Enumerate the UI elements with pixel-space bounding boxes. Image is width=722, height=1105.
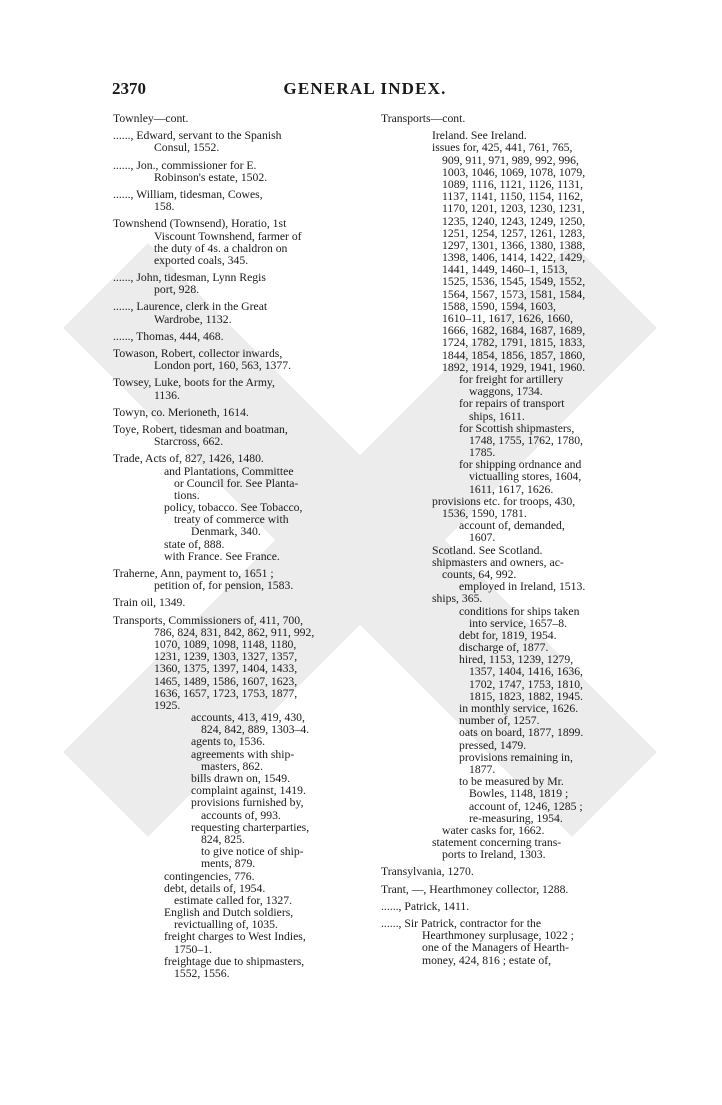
index-line: Starcross, 662.	[154, 436, 224, 449]
index-line: provisions etc. for troops, 430,	[432, 495, 576, 508]
index-line: Scotland. See Scotland.	[432, 544, 543, 557]
index-line: Transylvania, 1270.	[381, 866, 474, 879]
index-line: 1636, 1657, 1723, 1753, 1877,	[154, 687, 298, 700]
index-line: 1552, 1556.	[174, 968, 230, 980]
index-line: exported coals, 345.	[154, 254, 249, 267]
index-line: debt, details of, 1954.	[164, 882, 266, 895]
index-line: 1724, 1782, 1791, 1815, 1833,	[442, 337, 586, 350]
index-line: 1465, 1489, 1586, 1607, 1623,	[154, 675, 298, 688]
index-line: 1441, 1449, 1460–1, 1513,	[442, 264, 568, 277]
index-line: 909, 911, 971, 989, 992, 996,	[442, 154, 579, 167]
index-line: Train oil, 1349.	[113, 597, 186, 610]
index-line: 1611, 1617, 1626.	[469, 483, 554, 496]
index-line: London port, 160, 563, 1377.	[154, 360, 291, 373]
index-line: to be measured by Mr.	[459, 776, 564, 789]
index-line: money, 424, 816 ; estate of,	[422, 954, 552, 967]
index-line: 1877.	[469, 763, 496, 776]
index-line: Bowles, 1148, 1819 ;	[469, 788, 569, 801]
index-line: 1666, 1682, 1684, 1687, 1689,	[442, 325, 586, 338]
index-line: 1588, 1590, 1594, 1603,	[442, 300, 556, 313]
index-line: freight charges to West Indies,	[164, 931, 306, 944]
index-line: into service, 1657–8.	[469, 617, 568, 630]
index-line: port, 928.	[154, 284, 200, 297]
index-line: treaty of commerce with	[174, 514, 289, 527]
index-line: Towason, Robert, collector inwards,	[113, 348, 283, 360]
index-line: 1137, 1141, 1150, 1154, 1162,	[442, 191, 584, 204]
index-line: ......, Patrick, 1411.	[381, 900, 470, 913]
index-line: re-measuring, 1954.	[469, 812, 563, 825]
index-line: English and Dutch soldiers,	[164, 907, 294, 920]
index-line: Consul, 1552.	[154, 142, 220, 155]
index-line: petition of, for pension, 1583.	[154, 580, 294, 593]
index-line: Traherne, Ann, payment to, 1651 ;	[113, 568, 274, 580]
index-line: Townshend (Townsend), Horatio, 1st	[113, 218, 287, 231]
index-line: 1297, 1301, 1366, 1380, 1388,	[442, 239, 586, 252]
index-line: policy, tobacco. See Tobacco,	[164, 502, 303, 515]
index-line: statement concerning trans-	[432, 837, 562, 850]
index-line: 1136.	[154, 389, 180, 402]
index-line: 1748, 1755, 1762, 1780,	[469, 434, 583, 447]
index-line: conditions for ships taken	[459, 605, 580, 618]
index-line: ......, William, tidesman, Cowes,	[113, 188, 263, 201]
index-line: 1536, 1590, 1781.	[442, 508, 527, 520]
index-line: 786, 824, 831, 842, 862, 911, 992,	[154, 626, 315, 639]
index-line: Hearthmoney surplusage, 1022 ;	[422, 930, 574, 943]
index-line: Viscount Townshend, farmer of	[154, 230, 302, 243]
index-line: provisions furnished by,	[191, 797, 304, 810]
index-line: masters, 862.	[201, 760, 263, 773]
index-line: 1525, 1536, 1545, 1549, 1552,	[442, 276, 586, 289]
index-line: ......, Jon., commissioner for E.	[113, 159, 257, 172]
index-line: ments, 879.	[201, 858, 256, 871]
index-line: accounts of, 993.	[201, 809, 281, 822]
index-line: water casks for, 1662.	[442, 824, 545, 837]
index-line: estimate called for, 1327.	[174, 894, 292, 907]
index-column-right	[381, 113, 617, 967]
index-line: contingencies, 776.	[164, 870, 255, 883]
index-line: the duty of 4s. a chaldron on	[154, 242, 288, 255]
index-line: Robinson's estate, 1502.	[154, 171, 268, 184]
index-line: state of, 888.	[164, 538, 225, 551]
index-line: 1231, 1239, 1303, 1327, 1357,	[154, 651, 298, 664]
index-line: 1844, 1854, 1856, 1857, 1860,	[442, 349, 586, 362]
index-line: ......, Laurence, clerk in the Great	[113, 301, 268, 314]
index-line: 158.	[154, 201, 175, 214]
index-line: to give notice of ship-	[201, 846, 304, 859]
index-line: Towyn, co. Merioneth, 1614.	[113, 406, 249, 419]
index-column-left	[113, 113, 353, 980]
index-line: counts, 64, 992.	[442, 568, 517, 581]
index-line: number of, 1257.	[459, 715, 540, 728]
index-line: 1607.	[469, 532, 496, 545]
index-line: Transports, Commissioners of, 411, 700,	[113, 614, 304, 627]
page-header	[112, 79, 618, 105]
index-line: Ireland. See Ireland.	[432, 130, 527, 143]
index-line: tions.	[174, 489, 200, 502]
index-line: for freight for artillery	[459, 373, 564, 386]
index-line: Transports—cont.	[381, 113, 466, 125]
index-line: 1925.	[154, 699, 181, 712]
index-line: 1089, 1116, 1121, 1126, 1131,	[442, 178, 584, 191]
index-line: waggons, 1734.	[469, 386, 543, 399]
index-line: or Council for. See Planta-	[174, 477, 299, 490]
index-line: victualling stores, 1604,	[469, 471, 582, 484]
index-line: complaint against, 1419.	[191, 785, 306, 798]
index-line: revictualling of, 1035.	[174, 919, 278, 932]
index-line: ......, Sir Patrick, contractor for the	[381, 918, 542, 930]
index-line: shipmasters and owners, ac-	[432, 556, 564, 569]
index-line: issues for, 425, 441, 761, 765,	[432, 142, 573, 155]
index-line: 1360, 1375, 1397, 1404, 1433,	[154, 663, 298, 676]
index-line: ......, John, tidesman, Lynn Regis	[113, 272, 266, 285]
index-line: oats on board, 1877, 1899.	[459, 727, 584, 740]
index-line: agreements with ship-	[191, 748, 295, 761]
index-line: 1564, 1567, 1573, 1581, 1584,	[442, 288, 586, 301]
index-line: agents to, 1536.	[191, 736, 266, 749]
index-line: discharge of, 1877.	[459, 642, 549, 655]
index-line: pressed, 1479.	[459, 739, 527, 752]
index-line: ports to Ireland, 1303.	[442, 849, 546, 862]
index-line: freightage due to shipmasters,	[164, 955, 305, 968]
index-line: ships, 1611.	[469, 410, 525, 423]
index-line: 1610–11, 1617, 1626, 1660,	[442, 313, 574, 325]
index-line: 1251, 1254, 1257, 1261, 1283,	[442, 227, 586, 240]
index-line: employed in Ireland, 1513.	[459, 581, 586, 594]
index-line: 1003, 1046, 1069, 1078, 1079,	[442, 166, 586, 179]
index-line: for repairs of transport	[459, 398, 565, 411]
index-line: 1815, 1823, 1882, 1945.	[469, 690, 583, 703]
index-line: Towsey, Luke, boots for the Army,	[113, 377, 275, 390]
index-line: account of, 1246, 1285 ;	[469, 800, 583, 813]
index-line: and Plantations, Committee	[164, 465, 294, 478]
index-line: bills drawn on, 1549.	[191, 773, 291, 785]
index-line: Denmark, 340.	[191, 526, 261, 539]
index-line: in monthly service, 1626.	[459, 703, 579, 715]
running-title: GENERAL INDEX.	[283, 79, 447, 98]
index-line: Trant, —, Hearthmoney collector, 1288.	[381, 883, 569, 896]
index-line: 1785.	[469, 447, 496, 460]
index-line: 1170, 1201, 1203, 1230, 1231,	[442, 203, 585, 216]
index-line: 1702, 1747, 1753, 1810,	[469, 678, 583, 691]
index-line: ......, Thomas, 444, 468.	[113, 330, 224, 343]
index-line: Townley—cont.	[113, 113, 189, 125]
index-line: with France. See France.	[164, 550, 280, 563]
page-number: 2370	[112, 79, 146, 98]
index-line: provisions remaining in,	[459, 751, 573, 764]
index-line: Toye, Robert, tidesman and boatman,	[113, 423, 288, 436]
index-line: Trade, Acts of, 827, 1426, 1480.	[113, 453, 264, 466]
index-line: 1892, 1914, 1929, 1941, 1960.	[442, 361, 586, 374]
index-line: 1070, 1089, 1098, 1148, 1180,	[154, 638, 297, 651]
index-line: 1750–1.	[174, 943, 212, 956]
index-line: for shipping ordnance and	[459, 459, 582, 472]
index-line: 1235, 1240, 1243, 1249, 1250,	[442, 215, 586, 228]
index-line: 824, 825.	[201, 833, 245, 846]
index-line: hired, 1153, 1239, 1279,	[459, 654, 574, 667]
index-line: for Scottish shipmasters,	[459, 422, 575, 435]
index-line: ......, Edward, servant to the Spanish	[113, 130, 282, 143]
index-line: 824, 842, 889, 1303–4.	[201, 724, 310, 737]
index-line: Wardrobe, 1132.	[154, 313, 232, 326]
index-line: account of, demanded,	[459, 520, 565, 533]
index-line: 1398, 1406, 1414, 1422, 1429,	[442, 252, 586, 265]
index-line: accounts, 413, 419, 430,	[191, 712, 305, 725]
index-line: debt for, 1819, 1954.	[459, 629, 557, 642]
index-line: one of the Managers of Hearth-	[422, 942, 570, 955]
index-line: ships, 365.	[432, 593, 483, 606]
index-line: requesting charterparties,	[191, 821, 310, 834]
index-line: 1357, 1404, 1416, 1636,	[469, 666, 583, 679]
